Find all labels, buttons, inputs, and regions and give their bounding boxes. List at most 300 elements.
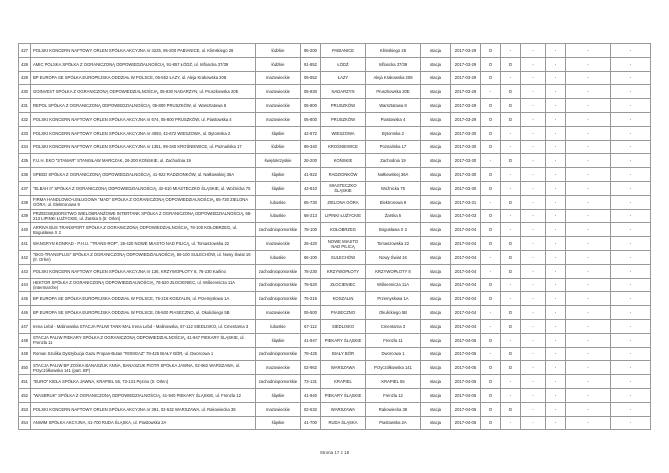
cell-city: SULECHÓW [321,250,366,264]
cell-postal-code: 78-100 [301,223,321,237]
cell-type: stacja [421,112,451,126]
cell-voivodeship: śląskie [256,333,301,347]
cell-status-col-6: - [611,44,651,58]
cell-status-col-3: - [521,99,546,113]
cell-status-col-1: O [481,237,501,251]
cell-date: 2017-04-04 [451,292,481,306]
cell-city: MIASTECZKO ŚLĄSKIE [321,181,366,195]
cell-status-col-3: - [521,44,546,58]
cell-voivodeship: mazowieckie [256,99,301,113]
cell-street: Dworcowa 1 [366,347,421,361]
cell-status-col-1: O [481,181,501,195]
cell-status-col-1: O [481,416,501,430]
cell-voivodeship: mazowieckie [256,306,301,320]
cell-company-address: FIRMA HANDLOWO-USŁUGOWA "MAD" SPÓŁKA Z OGRANICZONĄ ODPOWIEDZIALNOŚCIĄ, 65-730 ZIELONA GÓRA, ul. Elektronowa 9 [31,195,256,209]
table-row [19,402,651,416]
cell-postal-code: 73-131 [301,375,321,389]
cell-status-col-4: - [546,85,566,99]
cell-postal-code: 41-940 [301,388,321,402]
cell-status-col-5: - [566,168,611,182]
cell-status-col-4: - [546,402,566,416]
cell-street: Woźnicka 75 [366,181,421,195]
table-row [19,71,651,85]
cell-status-col-6: - [611,195,651,209]
cell-row-number: 430 [19,85,31,99]
cell-status-col-3: - [521,223,546,237]
cell-status-col-1: O [481,333,501,347]
cell-date: 2017-04-05 [451,333,481,347]
cell-street: Frenzla 12 [366,388,421,402]
cell-status-col-1: O [481,112,501,126]
cell-city: ŁÓDŹ [321,57,366,71]
cell-status-col-1: - [481,264,501,278]
cell-voivodeship: łódzkie [256,140,301,154]
cell-city: PABIANICE [321,44,366,58]
cell-voivodeship: świętokrzyskie [256,154,301,168]
cell-status-col-3: - [521,402,546,416]
cell-date: 2017-03-31 [451,195,481,209]
cell-status-col-2: - [501,44,521,58]
cell-street: Pruszkowska 20E [366,85,421,99]
cell-type: stacja [421,306,451,320]
cell-status-col-1: - [481,347,501,361]
cell-date: 2017-04-05 [451,347,481,361]
cell-row-number: 446 [19,306,31,320]
cell-status-col-5: - [566,416,611,430]
cell-voivodeship: zachodniopomorskie [256,223,301,237]
cell-street: Nowy Świat 16 [366,250,421,264]
table-row [19,44,651,58]
cell-status-col-6: - [611,181,651,195]
cell-status-col-6: - [611,402,651,416]
cell-status-col-1: O [481,44,501,58]
cell-company-address: GOINVEST SPÓŁKA Z OGRANICZONĄ ODPOWIEDZIALNOŚCIĄ, 05-830 NADARZYN, ul. Pruszkowska 20E [31,85,256,99]
cell-voivodeship: lubuskie [256,195,301,209]
cell-company-address: F.U.H. EKO "STAMAR" STANISŁAW MARCZAK, 26-200 KOŃSKIE, ul. Zachodnia 19 [31,154,256,168]
cell-status-col-3: - [521,85,546,99]
cell-status-col-5: - [566,71,611,85]
cell-date: 2017-04-04 [451,250,481,264]
cell-status-col-3: - [521,195,546,209]
cell-voivodeship: zachodniopomorskie [256,375,301,389]
cell-voivodeship: mazowieckie [256,361,301,375]
cell-status-col-4: - [546,319,566,333]
cell-status-col-6: - [611,361,651,375]
cell-city: KRZYWOPŁOTY [321,264,366,278]
cell-city: KOSZALIN [321,292,366,306]
cell-company-address: Roman Szulika Dystrybucja Gazu Propan-Butan "ROMGAZ" 78-425 BIAŁY BÓR, ul. Dworcowa 1 [31,347,256,361]
cell-status-col-5: - [566,99,611,113]
cell-date: 2017-04-04 [451,306,481,320]
cell-status-col-5: - [566,278,611,292]
cell-row-number: 439 [19,209,31,223]
cell-status-col-1: O [481,99,501,113]
cell-status-col-2: - [501,223,521,237]
cell-status-col-2: - [501,375,521,389]
cell-status-col-2: D [501,250,521,264]
cell-date: 2017-03-30 [451,126,481,140]
cell-type: stacja [421,361,451,375]
cell-street: Piastowska 4 [366,112,421,126]
cell-company-address: "ELBAH II" SPÓŁKA Z OGRANICZONĄ ODPOWIEDZIALNOŚCIĄ, 42-610 MIASTECZKO ŚLĄSKIE, ul. Woźnicka 75 [31,181,256,195]
cell-date: 2017-04-04 [451,319,481,333]
cell-row-number: 447 [19,319,31,333]
cell-street: Nałkowskiej 36A [366,168,421,182]
cell-status-col-3: - [521,57,546,71]
cell-company-address: STACJA PALIW PIEKARY SPÓŁKA Z OGRANICZONĄ ODPOWIEDZIALNOŚCIĄ, 41-947 PIEKARY ŚLĄSKIE, ul. Frenzla 11 [31,333,256,347]
cell-status-col-6: - [611,209,651,223]
cell-status-col-6: - [611,223,651,237]
cell-status-col-5: - [566,237,611,251]
cell-status-col-2: - [501,126,521,140]
stations-table [18,43,651,430]
cell-street: Przemysłowa 1A [366,292,421,306]
cell-street: Poznańska 17 [366,140,421,154]
cell-company-address: POLSKI KONCERN NAFTOWY ORLEN SPÓŁKA AKCYJNA nr 4225, 95-200 PABIANICE, ul. Klimskiego 26 [31,44,256,58]
cell-street: Bogusława X 2 [366,223,421,237]
cell-voivodeship: śląskie [256,416,301,430]
table-row [19,416,651,430]
cell-type: stacja [421,126,451,140]
cell-row-number: 442 [19,250,31,264]
cell-postal-code: 26-200 [301,154,321,168]
cell-status-col-3: - [521,319,546,333]
cell-status-col-5: - [566,264,611,278]
cell-status-col-3: - [521,126,546,140]
cell-voivodeship: śląskie [256,388,301,402]
cell-date: 2017-03-29 [451,112,481,126]
cell-company-address: REPOL SPÓŁKA Z OGRANICZONĄ ODPOWIEDZIALNOŚCIĄ, 05-800 PRUSZKÓW, ul. Warsztatowa 8 [31,99,256,113]
cell-postal-code: 02-962 [301,361,321,375]
cell-street: KRAPIEL 55 [366,375,421,389]
cell-type: stacja [421,44,451,58]
cell-date: 2017-03-29 [451,44,481,58]
cell-type: stacja [421,168,451,182]
cell-city: ŁAZY [321,71,366,85]
cell-status-col-3: - [521,306,546,320]
cell-status-col-3: - [521,112,546,126]
cell-postal-code: 26-420 [301,237,321,251]
cell-type: stacja [421,347,451,361]
cell-status-col-1: O [481,168,501,182]
cell-status-col-4: - [546,140,566,154]
cell-voivodeship: śląskie [256,168,301,182]
table-row [19,57,651,71]
cell-status-col-4: - [546,154,566,168]
table-row [19,237,651,251]
cell-type: stacja [421,181,451,195]
cell-street: Aleja Krakowska 208 [366,71,421,85]
cell-row-number: 429 [19,71,31,85]
cell-date: 2017-03-29 [451,71,481,85]
cell-status-col-3: - [521,140,546,154]
cell-company-address: WANGRYN KONRAD - P.H.U. "TRANS-ROP", 26-420 NOWE MIASTO NAD PILICĄ, ul. Tomaszowska 22 [31,237,256,251]
cell-city: SIEDLISKO [321,319,366,333]
cell-status-col-6: - [611,99,651,113]
cell-status-col-5: - [566,402,611,416]
cell-type: stacja [421,154,451,168]
cell-postal-code: 42-610 [301,181,321,195]
cell-postal-code: 78-425 [301,347,321,361]
cell-voivodeship: mazowieckie [256,237,301,251]
cell-date: 2017-03-29 [451,85,481,99]
cell-status-col-4: - [546,223,566,237]
cell-row-number: 438 [19,195,31,209]
cell-status-col-1: O [481,57,501,71]
cell-street: Rakowiecka 38 [366,402,421,416]
cell-row-number: 449 [19,347,31,361]
cell-status-col-5: - [566,57,611,71]
cell-type: stacja [421,319,451,333]
cell-status-col-1: - [481,154,501,168]
cell-voivodeship: zachodniopomorskie [256,278,301,292]
cell-status-col-4: - [546,209,566,223]
cell-status-col-2: D [501,154,521,168]
cell-status-col-2: - [501,181,521,195]
cell-status-col-4: - [546,264,566,278]
cell-postal-code: 95-200 [301,44,321,58]
cell-status-col-6: - [611,250,651,264]
cell-date: 2017-03-29 [451,57,481,71]
cell-postal-code: 41-922 [301,168,321,182]
cell-status-col-1: O [481,223,501,237]
cell-row-number: 454 [19,416,31,430]
cell-postal-code: 05-800 [301,99,321,113]
cell-status-col-3: - [521,181,546,195]
cell-status-col-1: - [481,250,501,264]
cell-type: stacja [421,71,451,85]
cell-status-col-1: - [481,85,501,99]
table-row [19,347,651,361]
cell-status-col-2: - [501,388,521,402]
cell-postal-code: 91-852 [301,57,321,71]
cell-status-col-6: - [611,292,651,306]
table-row [19,306,651,320]
cell-status-col-6: - [611,375,651,389]
cell-status-col-5: - [566,223,611,237]
cell-street: Klimskiego 26 [366,44,421,58]
cell-status-col-5: - [566,112,611,126]
cell-status-col-6: - [611,168,651,182]
cell-company-address: POLSKI KONCERN NAFTOWY ORLEN SPÓŁKA AKCYJNA nr 4093, 42-672 WIESZOWA, ul. Bytomska 2 [31,126,256,140]
cell-type: stacja [421,333,451,347]
cell-status-col-4: - [546,333,566,347]
cell-company-address: SPEED SPÓŁKA Z OGRANICZONĄ ODPOWIEDZIALNOŚCIĄ, 41-922 RADZIONKÓW, ul. Nałkowskiej 36A [31,168,256,182]
cell-company-address: PRZEDSIĘBIORSTWO WIELOBRANŻOWE INTERTANK SPÓŁKA Z OGRANICZONĄ ODPOWIEDZIALNOŚCIĄ, 68-213 LIPINKI ŁUŻYCKIE, ul. Żarska 5 (tr. Orlen) [31,209,256,223]
cell-street: Piastowska 2A [366,416,421,430]
cell-status-col-5: - [566,292,611,306]
cell-status-col-3: - [521,347,546,361]
cell-status-col-3: - [521,292,546,306]
table-row [19,168,651,182]
cell-status-col-3: - [521,388,546,402]
cell-status-col-2: - [501,333,521,347]
cell-postal-code: 68-213 [301,209,321,223]
cell-city: KRAPIEL [321,375,366,389]
cell-status-col-2: D [501,361,521,375]
table-row [19,333,651,347]
cell-city: BIAŁY BÓR [321,347,366,361]
cell-city: WARSZAWA [321,361,366,375]
cell-date: 2017-04-04 [451,237,481,251]
cell-type: stacja [421,250,451,264]
cell-status-col-5: - [566,140,611,154]
cell-status-col-4: - [546,388,566,402]
cell-status-col-6: - [611,319,651,333]
cell-type: stacja [421,402,451,416]
table-row [19,181,651,195]
cell-status-col-4: - [546,361,566,375]
cell-status-col-4: - [546,292,566,306]
cell-street: Zachodnia 19 [366,154,421,168]
cell-voivodeship: śląskie [256,181,301,195]
table-row [19,264,651,278]
table-row [19,250,651,264]
cell-status-col-3: - [521,416,546,430]
cell-row-number: 441 [19,237,31,251]
cell-company-address: BP EUROPA SE SPÓŁKA EUROPEJSKA ODDZIAŁ W POLSCE, 05-552 ŁAZY, ul. Aleja Krakowska 208 [31,71,256,85]
cell-date: 2017-04-04 [451,278,481,292]
cell-postal-code: 66-100 [301,250,321,264]
cell-city: PIASECZNO [321,306,366,320]
cell-type: stacja [421,85,451,99]
cell-type: stacja [421,99,451,113]
cell-status-col-2: D [501,85,521,99]
cell-date: 2017-04-05 [451,388,481,402]
cell-status-col-4: - [546,99,566,113]
cell-status-col-5: - [566,250,611,264]
cell-company-address: AMIC POLSKA SPÓŁKA Z OGRANICZONĄ ODPOWIEDZIALNOŚCIĄ, 91-857 ŁÓDŹ, ul. Inflancka 37/39 [31,57,256,71]
cell-status-col-2: - [501,168,521,182]
cell-status-col-2: - [501,416,521,430]
cell-status-col-2: - [501,71,521,85]
cell-status-col-3: - [521,264,546,278]
cell-type: stacja [421,416,451,430]
cell-status-col-6: - [611,71,651,85]
cell-city: KOŃSKIE [321,154,366,168]
cell-company-address: "EURO" KIEŁA SPÓŁKA JAWNA, KRAPIEL 55, 73-131 Pęzino (tr. Orlen) [31,375,256,389]
cell-status-col-5: - [566,209,611,223]
table-row [19,126,651,140]
cell-status-col-4: - [546,306,566,320]
cell-status-col-2: D [501,306,521,320]
cell-status-col-4: - [546,250,566,264]
cell-status-col-2: D [501,264,521,278]
cell-company-address: BP EUROPA SE SPÓŁKA EUROPEJSKA ODDZIAŁ W POLSCE, 05-500 PIASECZNO, ul. Okulickiego 5B [31,306,256,320]
cell-street: Bytomska 2 [366,126,421,140]
cell-row-number: 440 [19,223,31,237]
cell-row-number: 428 [19,57,31,71]
cell-postal-code: 41-700 [301,416,321,430]
cell-city: KOŁOBRZEG [321,223,366,237]
cell-status-col-1: O [481,126,501,140]
cell-row-number: 433 [19,126,31,140]
cell-row-number: 450 [19,361,31,375]
cell-row-number: 445 [19,292,31,306]
cell-postal-code: 78-230 [301,264,321,278]
cell-row-number: 436 [19,168,31,182]
cell-date: 2017-04-04 [451,264,481,278]
cell-type: stacja [421,264,451,278]
cell-company-address: HEKTOR SPÓŁKA Z OGRANICZONĄ ODPOWIEDZIALNOŚCIĄ, 78-520 ZŁOCIENIEC, ul. Wókiennicza 11A (Intermarche) [31,278,256,292]
cell-status-col-6: - [611,264,651,278]
cell-city: ZIELONA GÓRA [321,195,366,209]
cell-company-address: POLSKI KONCERN NAFTOWY ORLEN SPÓŁKA AKCYJNA nr 136, KRZYWOPŁOTY 8, 78-230 Karlino [31,264,256,278]
cell-street: Cmentarna 3 [366,319,421,333]
cell-status-col-2: - [501,292,521,306]
cell-company-address: Irena Lebd - Malinowska STACJA PALIW TANK-MAL Irena Lebd - Malinowska, 67-112 SIEDLISKO, ul. Cmentarna 3 [31,319,256,333]
cell-status-col-5: - [566,388,611,402]
cell-status-col-3: - [521,237,546,251]
table-row [19,112,651,126]
cell-type: stacja [421,292,451,306]
cell-type: stacja [421,140,451,154]
cell-row-number: 448 [19,333,31,347]
page-number: Strona 17 z 18 [319,450,350,455]
cell-status-col-4: - [546,44,566,58]
cell-status-col-4: - [546,112,566,126]
cell-street: KRZYWOPŁOTY 8 [366,264,421,278]
cell-voivodeship: lubuskie [256,319,301,333]
cell-status-col-6: - [611,347,651,361]
cell-company-address: "EKO-TRANSPLUS" SPÓŁKA Z OGRANICZONĄ ODPOWIEDZIALNOŚCIĄ, 66-100 SULECHÓW, ul. Nowy Świat 16 (tr. Orlen) [31,250,256,264]
cell-type: stacja [421,388,451,402]
cell-type: stacja [421,195,451,209]
cell-status-col-6: - [611,85,651,99]
cell-status-col-5: - [566,361,611,375]
cell-postal-code: 05-500 [301,306,321,320]
cell-postal-code: 67-112 [301,319,321,333]
cell-status-col-4: - [546,416,566,430]
cell-status-col-1: O [481,71,501,85]
cell-status-col-1: O [481,402,501,416]
cell-status-col-6: - [611,416,651,430]
cell-city: NADARZYN [321,85,366,99]
cell-voivodeship: zachodniopomorskie [256,264,301,278]
cell-row-number: 452 [19,388,31,402]
cell-status-col-5: - [566,195,611,209]
cell-status-col-1: O [481,209,501,223]
table-row [19,388,651,402]
cell-voivodeship: mazowieckie [256,402,301,416]
cell-status-col-2: - [501,140,521,154]
cell-row-number: 435 [19,154,31,168]
table-row [19,292,651,306]
cell-city: ZŁOCIENIEC [321,278,366,292]
cell-voivodeship: śląskie [256,126,301,140]
cell-date: 2017-04-05 [451,375,481,389]
cell-company-address: BP EUROPA SE SPÓŁKA EUROPEJSKA ODDZIAŁ W POLSCE, 75-216 KOSZALIN, ul. Przemysłowa 1A [31,292,256,306]
cell-company-address: POLSKI KONCERN NAFTOWY ORLEN SPÓŁKA AKCYJNA nr 391, 02-532 WARSZAWA, ul. Rakowiecka 38 [31,402,256,416]
table-row [19,140,651,154]
cell-status-col-4: - [546,71,566,85]
cell-voivodeship: zachodniopomorskie [256,292,301,306]
cell-status-col-1: O [481,361,501,375]
cell-city: WARSZAWA [321,402,366,416]
cell-status-col-3: - [521,250,546,264]
cell-status-col-1: - [481,319,501,333]
cell-city: RADZIONKÓW [321,168,366,182]
table-row [19,195,651,209]
cell-company-address: ANWIM SPÓŁKA AKCYJNA, 41-700 RUDA ŚLĄSKA, ul. Piastowska 2A [31,416,256,430]
cell-status-col-6: - [611,333,651,347]
cell-status-col-5: - [566,333,611,347]
cell-status-col-5: - [566,44,611,58]
cell-street: Frenzla 11 [366,333,421,347]
cell-status-col-2: D [501,112,521,126]
cell-date: 2017-03-29 [451,99,481,113]
cell-company-address: "WASBRUK" SPÓŁKA Z OGRANICZONĄ ODPOWIEDZIALNOŚCIĄ, 41-940 PIEKARY ŚLĄSKIE, ul. Frenzla 12 [31,388,256,402]
